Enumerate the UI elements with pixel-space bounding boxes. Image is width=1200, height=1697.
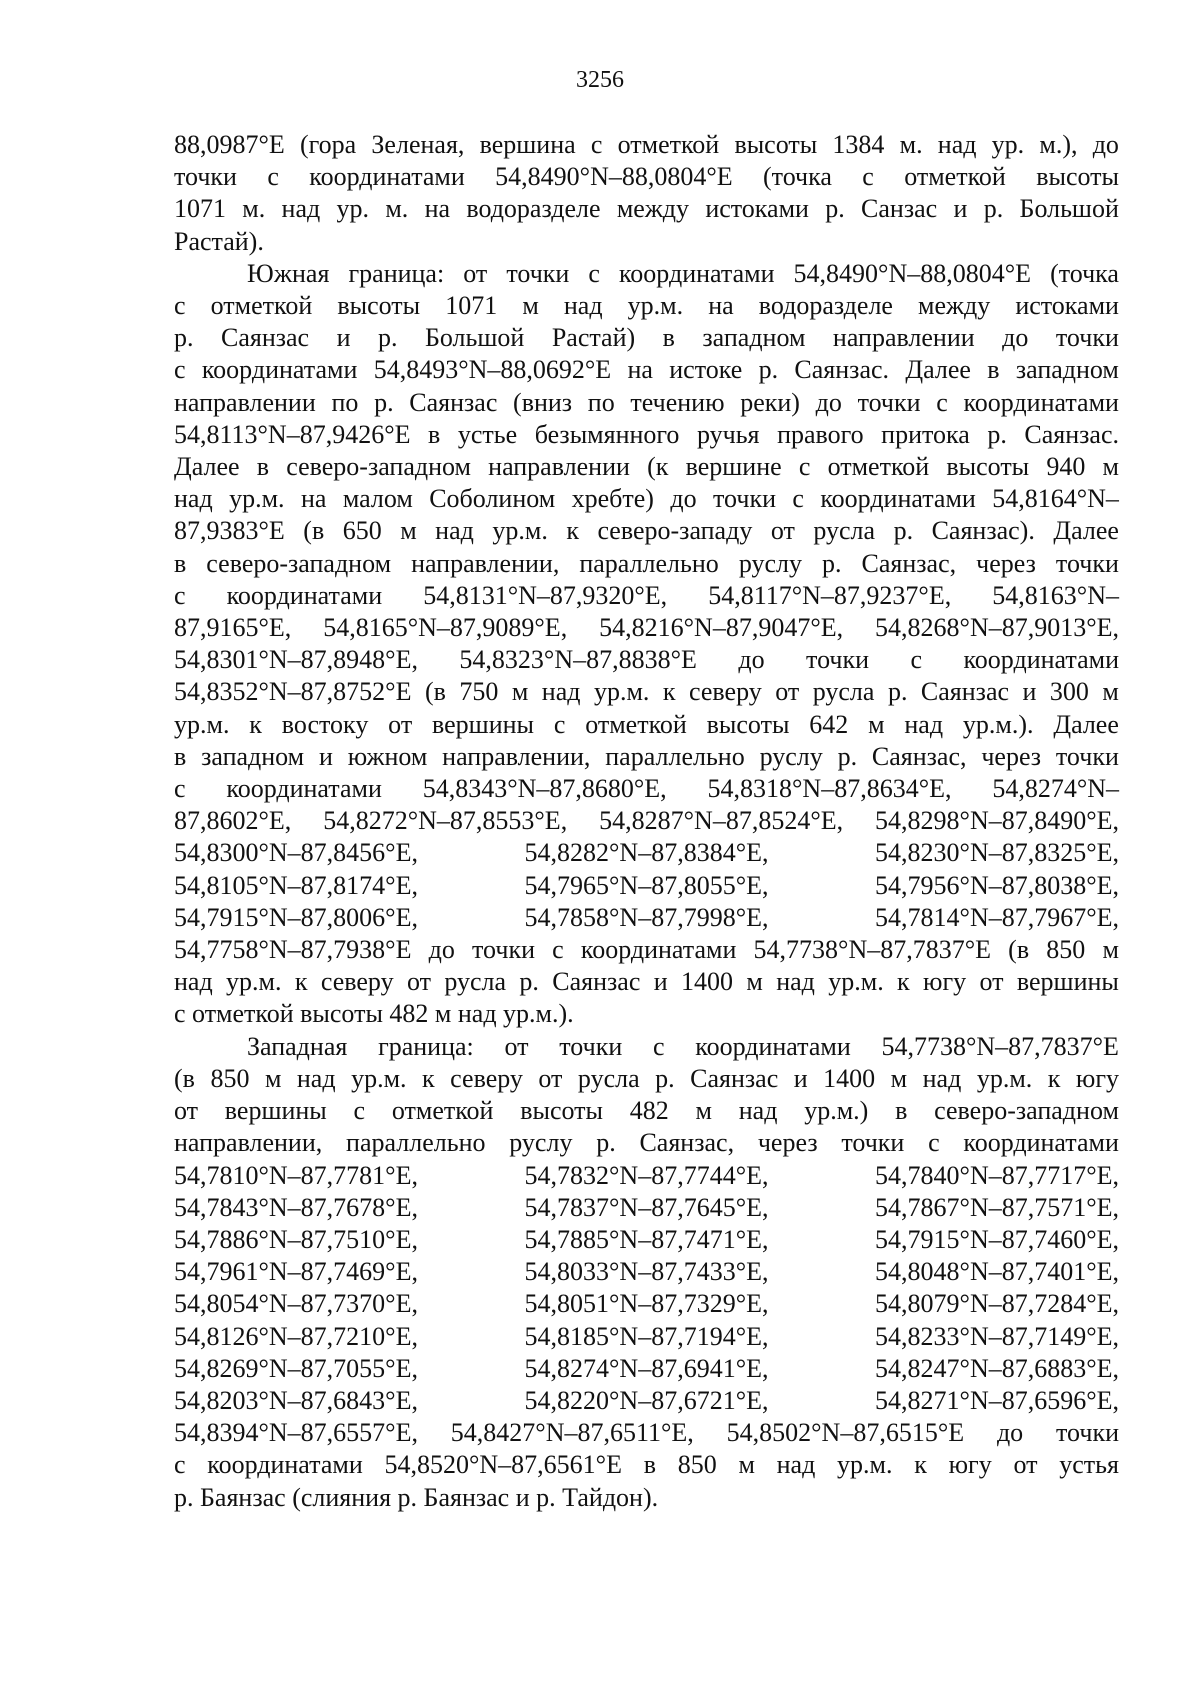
coordinate-row: [174, 1160, 1119, 1192]
text-line: с отметкой высоты 1071 м над ур.м. на водоразделе между истоками: [174, 291, 1119, 321]
text-line: 54,8352°N–87,8752°E (в 750 м над ур.м. к северу от русла р. Саянзас и 300 м: [174, 677, 1119, 707]
coordinate-cell: 54,8233°N–87,7149°E,: [875, 1321, 1119, 1351]
coordinate-row: [174, 1385, 1119, 1417]
text-line: Далее в северо-западном направлении (к вершине с отметкой высоты 940 м: [174, 452, 1119, 482]
text-line: Западная граница: от точки с координатами 54,7738°N–87,7837°E: [247, 1031, 1119, 1061]
text-line: 87,8602°E, 54,8272°N–87,8553°E, 54,8287°N–87,8524°E, 54,8298°N–87,8490°E,: [174, 806, 1119, 836]
text-line: (в 850 м над ур.м. к северу от русла р. Саянзас и 1400 м над ур.м. к югу: [174, 1063, 1119, 1093]
text-line: 54,8113°N–87,9426°E в устье безымянного ручья правого притока р. Саянзас.: [174, 419, 1119, 449]
text-line: с координатами 54,8343°N–87,8680°E, 54,8318°N–87,8634°E, 54,8274°N–: [174, 774, 1119, 804]
coordinate-cell: 54,7840°N–87,7717°E,: [875, 1160, 1119, 1190]
coordinate-cell: 54,7915°N–87,7460°E,: [875, 1224, 1119, 1254]
text-line: с координатами 54,8520°N–87,6561°E в 850 м над ур.м. к югу от устья: [174, 1450, 1119, 1480]
text-line: 88,0987°E (гора Зеленая, вершина с отметкой высоты 1384 м. над ур. м.), до: [174, 130, 1119, 159]
text-line: направлении по р. Саянзас (вниз по течению реки) до точки с координатами: [174, 387, 1119, 417]
text-line: 87,9165°E, 54,8165°N–87,9089°E, 54,8216°N–87,9047°E, 54,8268°N–87,9013°E,: [174, 613, 1119, 643]
text-line: ур.м. к востоку от вершины с отметкой высоты 642 м над ур.м.). Далее: [174, 709, 1119, 739]
coordinate-cell: 54,8185°N–87,7194°E,: [524, 1321, 769, 1351]
coordinate-row: [174, 1224, 1119, 1256]
coordinate-cell: 54,8300°N–87,8456°E,: [174, 838, 418, 868]
coordinate-cell: 54,8203°N–87,6843°E,: [174, 1385, 418, 1415]
coordinate-cell: 54,7843°N–87,7678°E,: [174, 1192, 418, 1222]
coordinate-cell: 54,8220°N–87,6721°E,: [524, 1385, 769, 1415]
coordinate-cell: 54,8051°N–87,7329°E,: [524, 1289, 769, 1319]
text-line: 54,8301°N–87,8948°E, 54,8323°N–87,8838°E до точки с координатами: [174, 645, 1119, 675]
coordinate-cell: 54,8126°N–87,7210°E,: [174, 1321, 418, 1351]
coordinate-row: [174, 870, 1119, 902]
coordinate-cell: 54,7956°N–87,8038°E,: [875, 870, 1119, 900]
coordinate-row: [174, 902, 1119, 934]
coordinate-row: [174, 1256, 1119, 1288]
coordinate-row: [174, 1353, 1119, 1385]
text-line-last: р. Баянзас (слияния р. Баянзас и р. Тайдон).: [174, 1482, 659, 1512]
coordinate-cell: 54,7961°N–87,7469°E,: [174, 1257, 418, 1287]
coordinate-row: [174, 1321, 1119, 1353]
coordinate-cell: 54,8048°N–87,7401°E,: [875, 1257, 1119, 1287]
coordinate-row: [174, 1192, 1119, 1224]
text-line: направлении, параллельно руслу р. Саянзас, через точки с координатами: [174, 1128, 1119, 1158]
paragraph-west-boundary: [174, 1031, 1119, 1514]
text-line-last: с отметкой высоты 482 м над ур.м.).: [174, 999, 574, 1029]
coordinate-cell: 54,7915°N–87,8006°E,: [174, 902, 418, 932]
paragraph-south-boundary: [174, 258, 1119, 1031]
text-line: с координатами 54,8131°N–87,9320°E, 54,8117°N–87,9237°E, 54,8163°N–: [174, 580, 1119, 610]
text-line: точки с координатами 54,8490°N–88,0804°E (точка с отметкой высоты: [174, 162, 1119, 192]
coordinate-cell: 54,8079°N–87,7284°E,: [875, 1289, 1119, 1319]
coordinate-cell: 54,8033°N–87,7433°E,: [524, 1257, 769, 1287]
text-line: над ур.м. на малом Соболином хребте) до точки с координатами 54,8164°N–: [174, 484, 1119, 514]
coordinate-cell: 54,8282°N–87,8384°E,: [524, 838, 769, 868]
text-line: в западном и южном направлении, параллельно руслу р. Саянзас, через точки: [174, 741, 1119, 771]
coordinate-cell: 54,7858°N–87,7998°E,: [524, 902, 769, 932]
coordinate-cell: 54,7965°N–87,8055°E,: [524, 870, 769, 900]
text-line: от вершины с отметкой высоты 482 м над ур.м.) в северо-западном: [174, 1096, 1119, 1126]
text-line: Южная граница: от точки с координатами 54,8490°N–88,0804°E (точка: [247, 258, 1119, 288]
paragraph-north-east-boundary-end: [174, 129, 1119, 258]
coordinate-cell: 54,8247°N–87,6883°E,: [875, 1353, 1119, 1383]
text-line: 54,7758°N–87,7938°E до точки с координатами 54,7738°N–87,7837°E (в 850 м: [174, 935, 1119, 965]
text-line: 54,8394°N–87,6557°E, 54,8427°N–87,6511°E, 54,8502°N–87,6515°E до точки: [174, 1418, 1119, 1448]
coordinate-cell: 54,7810°N–87,7781°E,: [174, 1160, 418, 1190]
coordinate-cell: 54,7837°N–87,7645°E,: [524, 1192, 769, 1222]
text-line: в северо-западном направлении, параллельно руслу р. Саянзас, через точки: [174, 548, 1119, 578]
coordinate-cell: 54,8274°N–87,6941°E,: [524, 1353, 769, 1383]
coordinate-cell: 54,8269°N–87,7055°E,: [174, 1353, 418, 1383]
coordinate-row: [174, 1288, 1119, 1320]
coordinate-cell: 54,7886°N–87,7510°E,: [174, 1224, 418, 1254]
text-line: 1071 м. над ур. м. на водоразделе между истоками р. Санзас и р. Большой: [174, 194, 1119, 224]
text-line: над ур.м. к северу от русла р. Саянзас и 1400 м над ур.м. к югу от вершины: [174, 967, 1119, 997]
document-body: [174, 129, 1119, 1514]
coordinate-cell: 54,7832°N–87,7744°E,: [524, 1160, 769, 1190]
coordinate-cell: 54,8230°N–87,8325°E,: [875, 838, 1119, 868]
coordinate-cell: 54,8054°N–87,7370°E,: [174, 1289, 418, 1319]
coordinate-row: [174, 837, 1119, 869]
coordinate-cell: 54,7867°N–87,7571°E,: [875, 1192, 1119, 1222]
coordinate-cell: 54,8105°N–87,8174°E,: [174, 870, 418, 900]
page-number: 3256: [576, 67, 624, 93]
text-line: 87,9383°E (в 650 м над ур.м. к северо-западу от русла р. Саянзас). Далее: [174, 516, 1119, 546]
text-line: с координатами 54,8493°N–88,0692°E на истоке р. Саянзас. Далее в западном: [174, 355, 1119, 385]
text-line-last: Растай).: [174, 226, 264, 256]
coordinate-cell: 54,7814°N–87,7967°E,: [875, 902, 1119, 932]
coordinate-cell: 54,7885°N–87,7471°E,: [524, 1224, 769, 1254]
text-line: р. Саянзас и р. Большой Растай) в западном направлении до точки: [174, 323, 1119, 353]
coordinate-cell: 54,8271°N–87,6596°E,: [875, 1385, 1119, 1415]
